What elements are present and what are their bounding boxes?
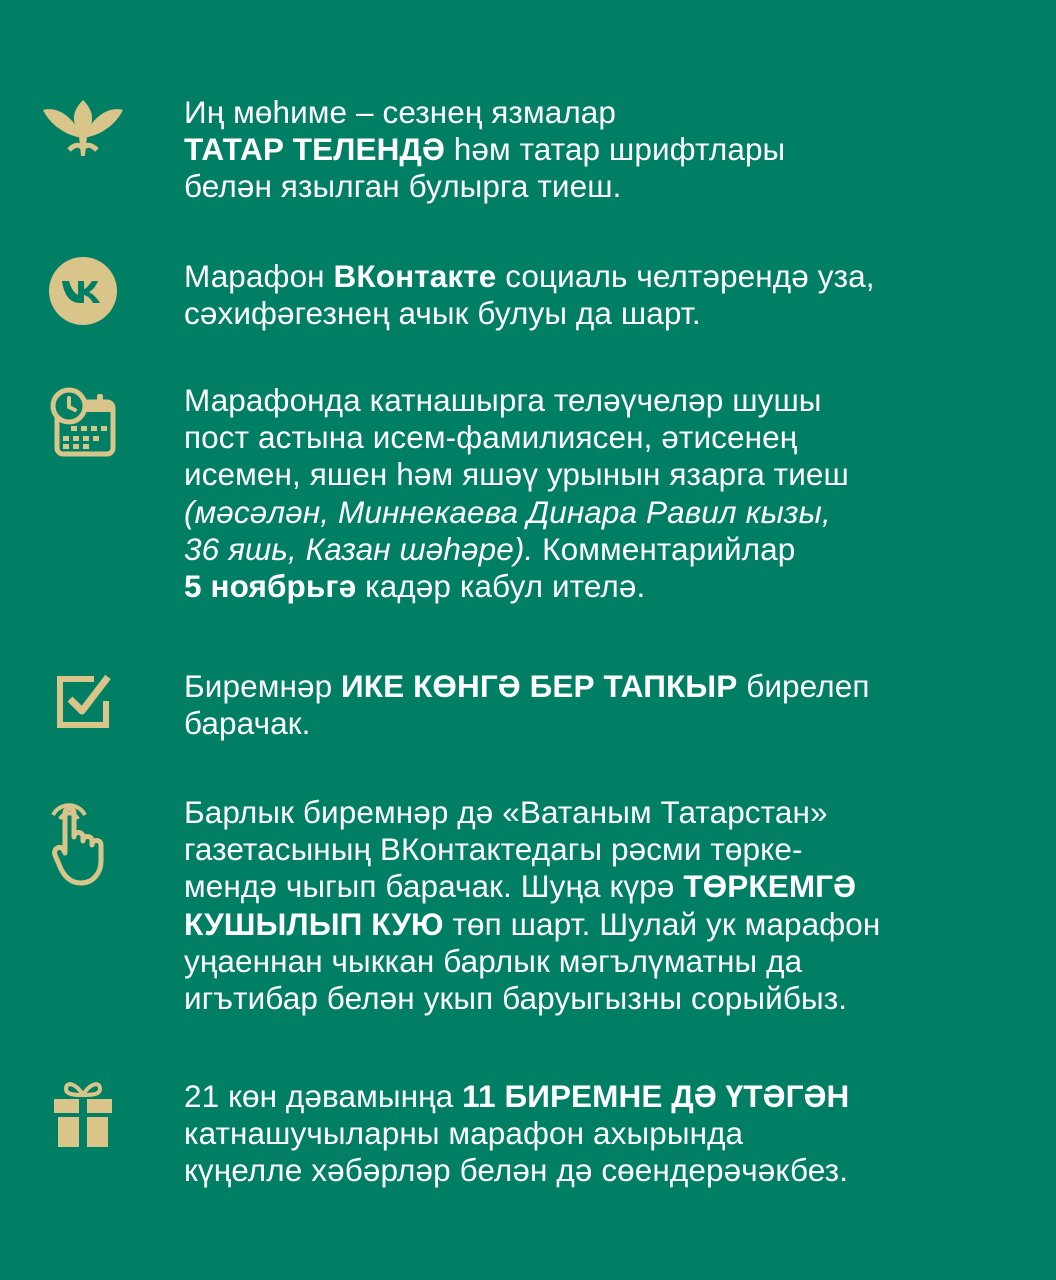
text-run: Барлык биремнәр дә «Ватаным Татарстан» [184,794,828,830]
calendar-clock-icon [38,380,128,464]
text-run: газетасының ВКонтактедагы рәсми төрке- [184,831,803,868]
bold-text: 5 ноябрьгә [184,568,357,605]
tulip-icon [38,86,128,170]
bold-text: ВКонтакте [333,258,497,294]
text-run: төп шарт. Шулай ук марафон [443,905,881,942]
text-run: Иң мөһиме – сезнең язмалар [184,94,617,130]
text-run: һәм татар шрифтлары [444,131,786,168]
bold-text: ТАТАР ТЕЛЕНДӘ [184,131,445,168]
italic-text: (мәсәлән, Миннекаева Динара Равил кызы, [184,493,831,530]
bold-text: 11 БИРЕМНЕ ДӘ ҮТӘГӘН [462,1078,850,1114]
bold-text: ИКЕ КӨНГӘ БЕР ТАПКЫР [341,668,738,704]
rule-text [184,382,1034,605]
vk-icon [38,249,128,333]
rule-text [184,94,1034,206]
rule-text [184,1078,1034,1190]
italic-text: 36 яшь, Казан шәһәре). [184,530,534,567]
bold-text: КУШЫЛЫП КУЮ [184,905,444,942]
bold-text: ТӨРКЕМГӘ [683,868,857,905]
text-run: игътибар белән укып баруыгызны сорыйбыз. [184,980,848,1017]
text-run: катнашучыларны марафон ахырында [184,1115,744,1152]
text-run: Биремнәр [184,668,342,704]
text-run: исемен, яшен һәм яшәү урынын язарга тиеш [184,456,849,493]
gift-icon [38,1072,128,1156]
text-run: 21 көн дәвамынңа [184,1078,463,1114]
text-run: Марафон [184,258,334,294]
text-run: белән язылган булырга тиеш. [184,168,622,205]
pointing-hand-icon [38,800,128,884]
text-run: сәхифәгезнең ачык булуы да шарт. [184,295,701,332]
text-run: социаль челтәрендә уза, [496,258,875,294]
text-run: барачак. [184,705,311,742]
checkbox-icon [38,658,128,742]
rule-text [184,258,1034,332]
text-run: Марафонда катнашырга теләүчеләр шушы [184,382,822,418]
rule-text [184,668,1034,742]
text-run: Комментарийлар [533,530,796,567]
text-run: мендә чыгып барачак. Шуңа күрә [184,868,684,905]
text-run: бирелеп [737,668,870,704]
text-run: уңаеннан чыккан барлык мәгълүматны да [184,942,803,979]
text-run: күңелле хәбәрләр белән дә сөендерәчәкбез. [184,1152,849,1189]
rule-text [184,794,1034,1017]
text-run: кадәр кабул ителә. [356,568,646,605]
text-run: пост астына исем-фамилиясен, әтисенең [184,419,798,456]
